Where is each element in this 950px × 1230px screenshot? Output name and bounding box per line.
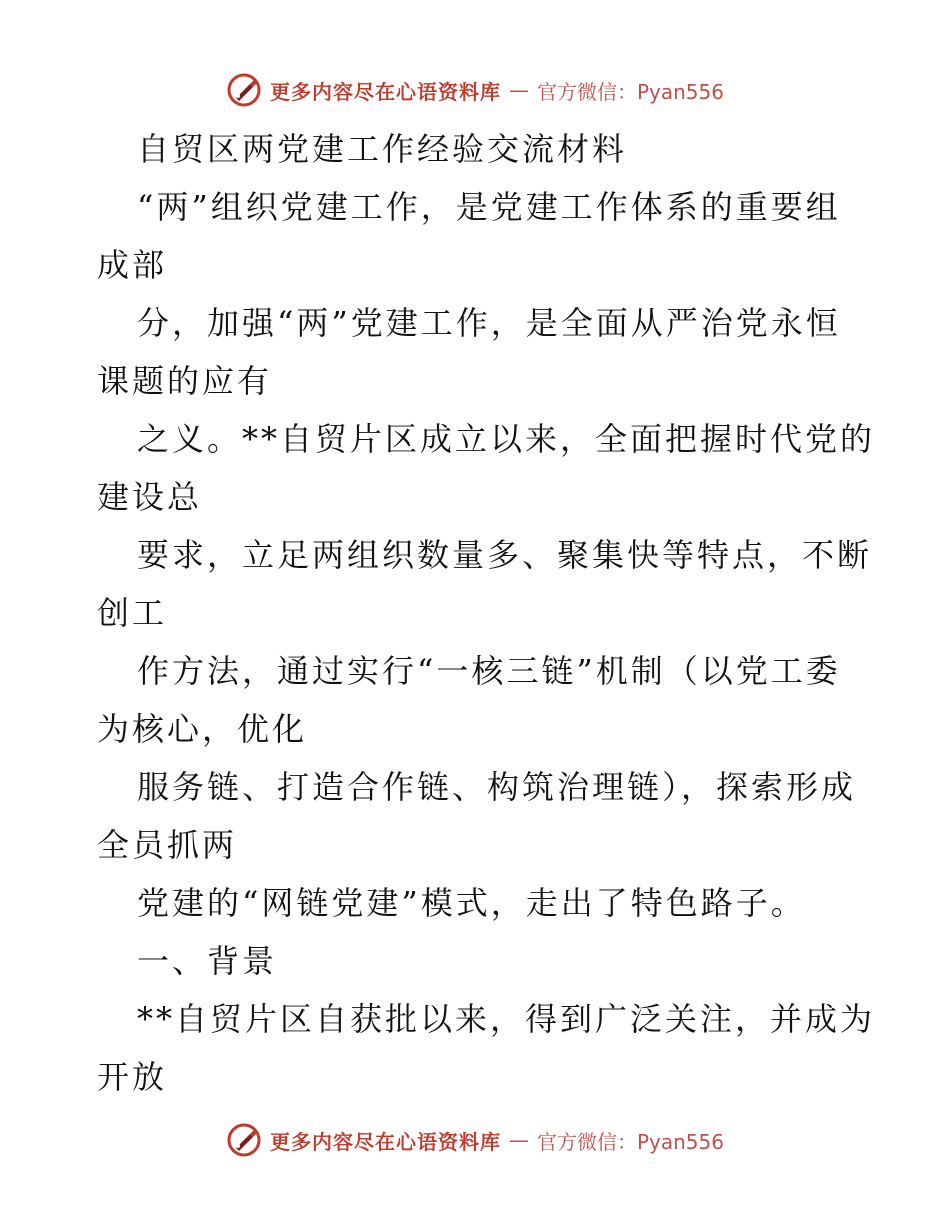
text-line: 为核心，优化 xyxy=(97,710,308,748)
footer-watermark xyxy=(0,1120,950,1160)
watermark-separator: — xyxy=(508,1128,529,1152)
text-line: 分，加强“两”党建工作，是全面从严治党永恒 xyxy=(137,304,841,342)
text-line: 建设总 xyxy=(97,478,203,516)
text-line: 之义。**自贸片区成立以来，全面把握时代党的 xyxy=(137,420,876,458)
watermark-brand: 更多内容尽在心语资料库 xyxy=(269,79,501,104)
text-line: 党建的“网链党建”模式，走出了特色路子。 xyxy=(137,884,806,922)
document-title: 自贸区两党建工作经验交流材料 xyxy=(137,130,628,168)
text-line: “两”组织党建工作，是党建工作体系的重要组 xyxy=(137,188,841,226)
watermark-brand: 更多内容尽在心语资料库 xyxy=(269,1129,501,1154)
text-line: 课题的应有 xyxy=(97,362,273,400)
watermark-wechat: 官方微信：Pyan556 xyxy=(536,79,724,104)
text-line: 要求，立足两组织数量多、聚集快等特点，不断 xyxy=(137,536,873,574)
text-line: 服务链、打造合作链、构筑治理链），探索形成 xyxy=(137,768,857,806)
section-heading: 一、背景 xyxy=(137,942,278,980)
text-line: 创工 xyxy=(97,594,168,632)
pen-logo-icon xyxy=(226,1122,262,1158)
header-watermark xyxy=(0,70,950,110)
text-line: 成部 xyxy=(97,246,168,284)
text-line: 开放 xyxy=(97,1058,168,1096)
pen-logo-icon xyxy=(226,72,262,108)
watermark-separator: — xyxy=(508,78,529,102)
document-body xyxy=(97,120,876,1106)
text-line: 全员抓两 xyxy=(97,826,238,864)
text-line: 作方法，通过实行“一核三链”机制（以党工委 xyxy=(137,652,841,690)
text-line: **自贸片区自获批以来，得到广泛关注，并成为 xyxy=(137,1000,876,1038)
watermark-wechat: 官方微信：Pyan556 xyxy=(536,1129,724,1154)
